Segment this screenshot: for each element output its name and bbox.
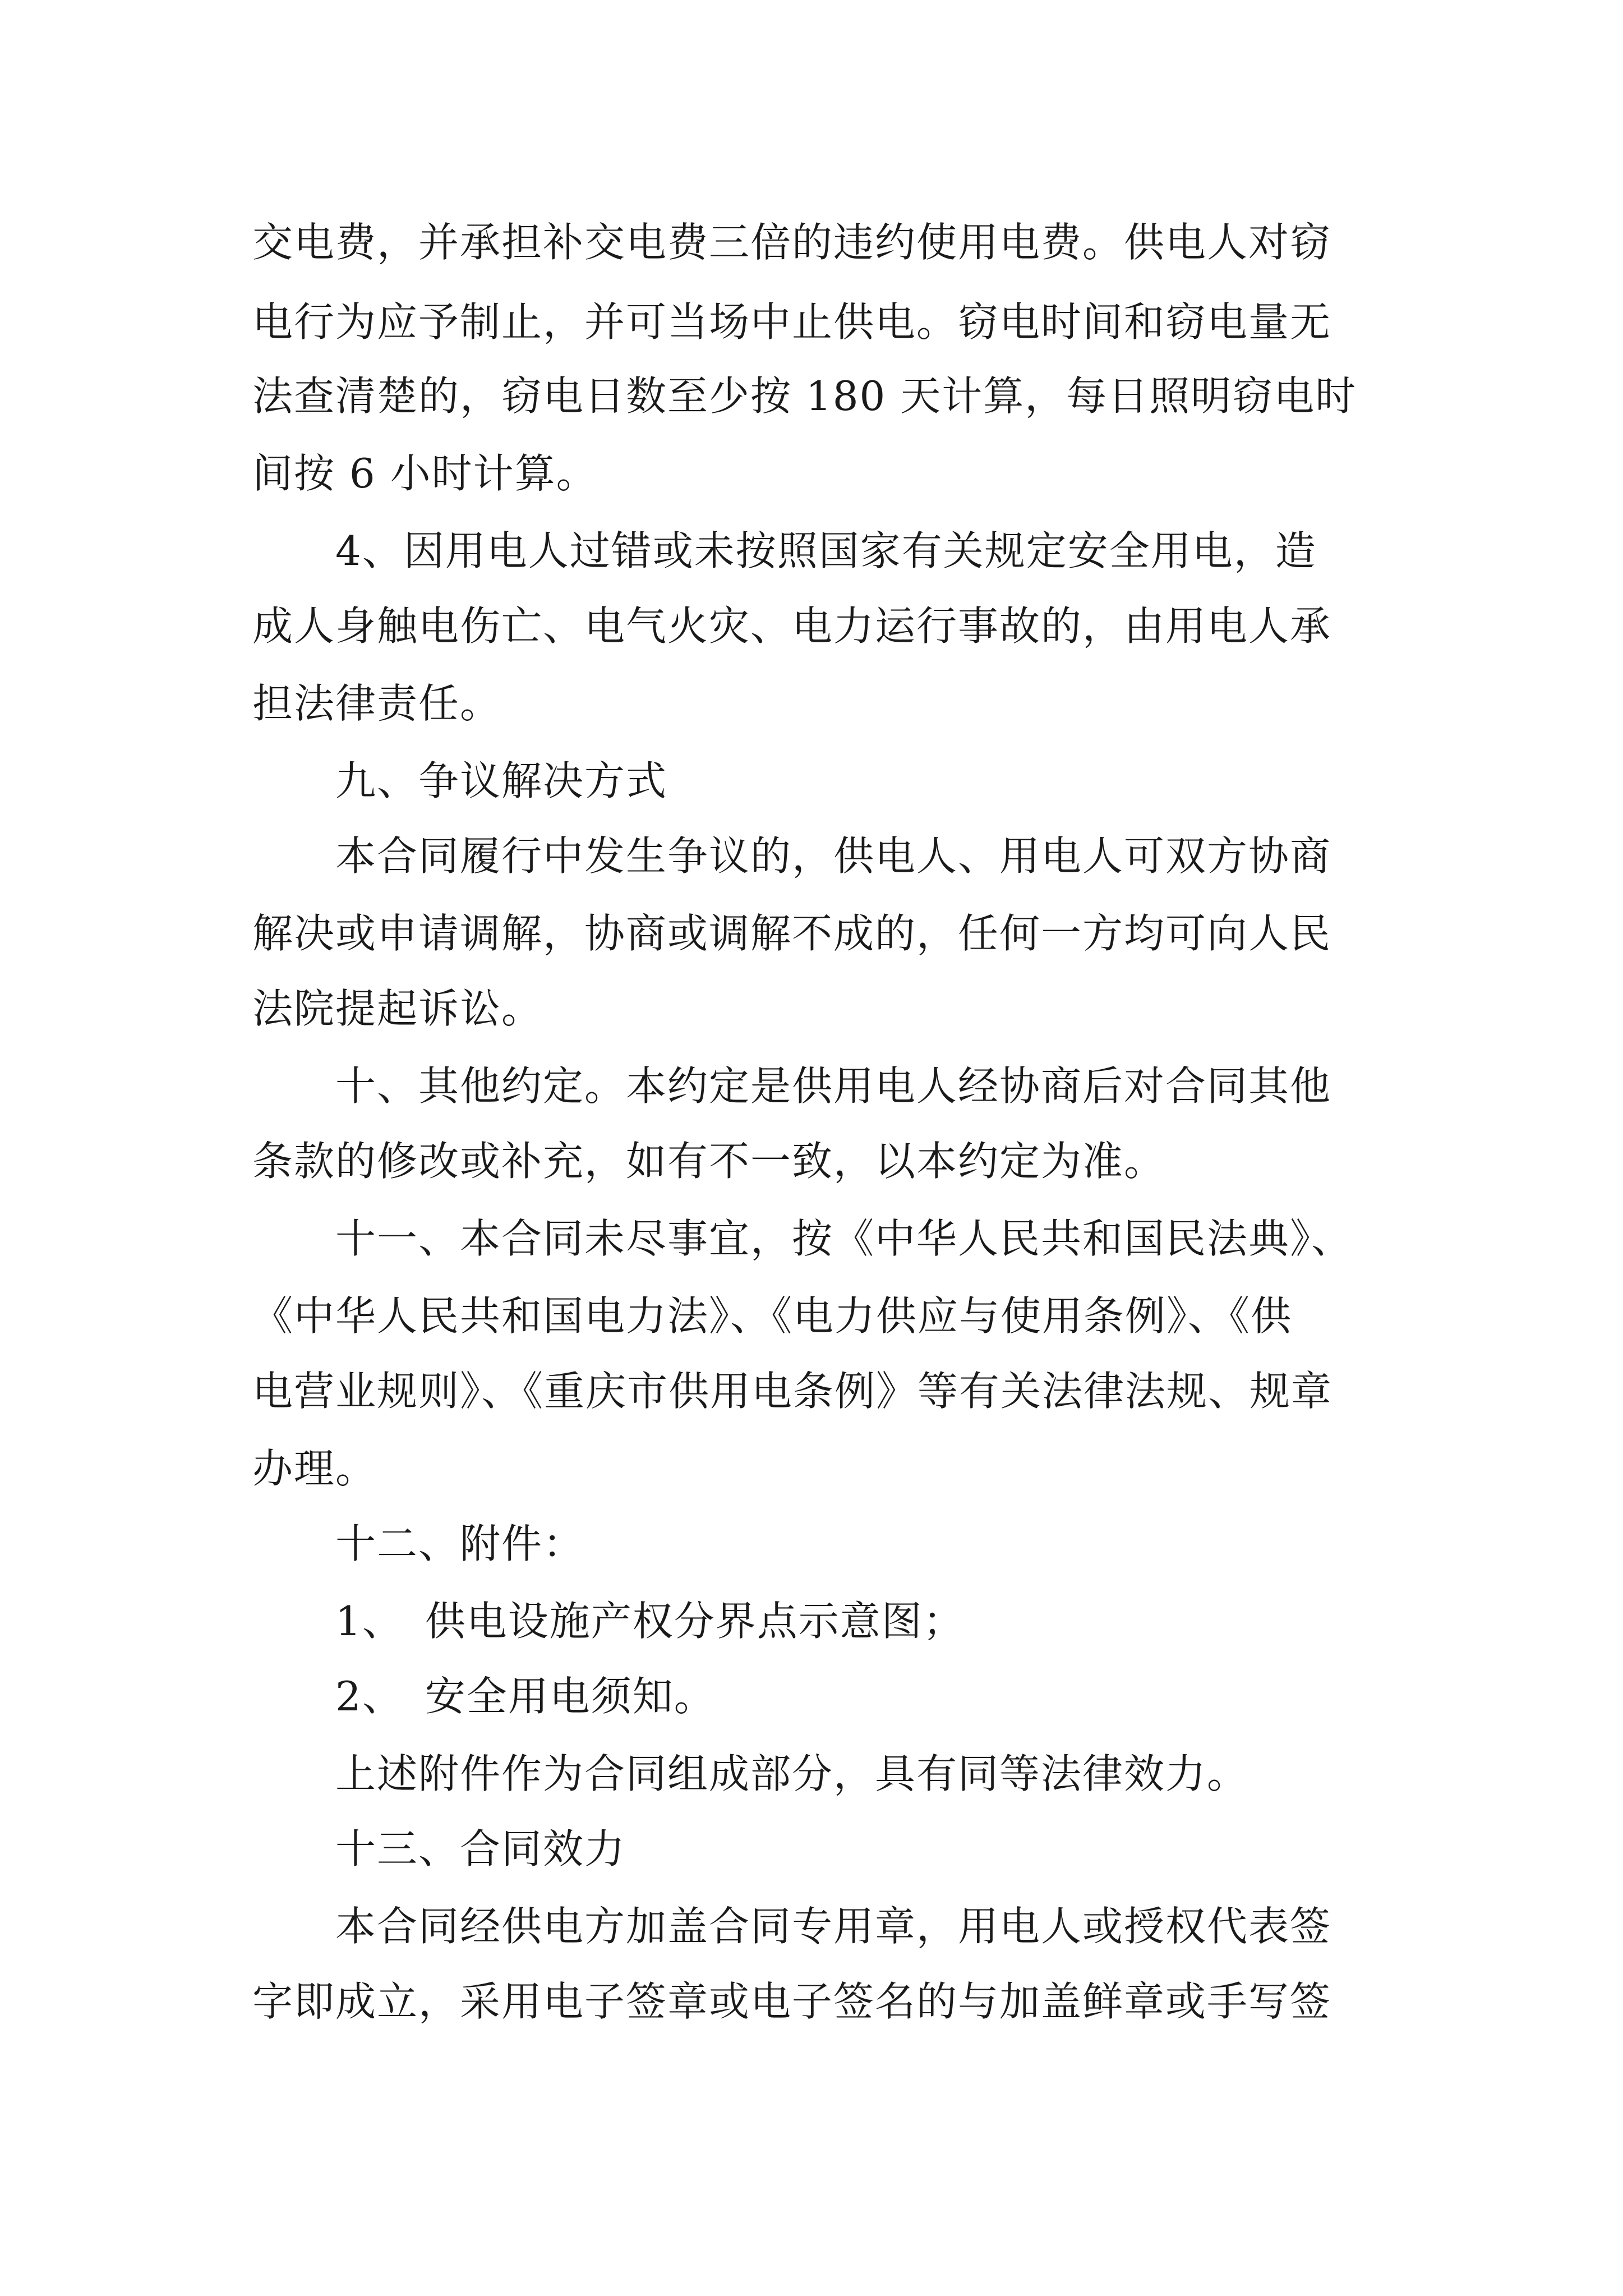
- text-line-5: 4、因用电人过错或未按照国家有关规定安全用电，造: [252, 527, 1317, 574]
- text-line-9: 本合同履行中发生争议的，供电人、用电人可双方协商: [252, 832, 1332, 880]
- text-line-7: 担法律责任。: [252, 680, 502, 727]
- section-heading-13: 十三、合同效力: [252, 1825, 626, 1872]
- text-line-12: 十、其他约定。本约定是供用电人经协商后对合同其他: [252, 1062, 1332, 1110]
- section-heading-9: 九、争议解决方式: [252, 757, 668, 804]
- attachment-item-1: 1、 供电设施产权分界点示意图；: [252, 1598, 965, 1645]
- text-line-17: 办理。: [252, 1445, 377, 1492]
- attachment-item-2: 2、 安全用电须知。: [252, 1673, 716, 1720]
- text-line-2: 电行为应予制止，并可当场中止供电。窃电时间和窃电量无: [252, 298, 1332, 346]
- text-line-11: 法院提起诉讼。: [252, 985, 543, 1032]
- text-line-4: 间按 6 小时计算。: [252, 450, 598, 497]
- text-line-16: 电营业规则》、《重庆市供用电条例》等有关法律法规、规章: [252, 1368, 1333, 1415]
- text-line-3: 法查清楚的，窃电日数至少按 180 天计算，每日照明窃电时: [252, 372, 1357, 420]
- text-line-10: 解决或申请调解，协商或调解不成的，任何一方均可向人民: [252, 910, 1332, 957]
- text-line-1: 交电费，并承担补交电费三倍的违约使用电费。供电人对窃: [252, 219, 1332, 266]
- text-line-14: 十一、本合同未尽事宜，按《中华人民共和国民法典》、: [252, 1215, 1353, 1262]
- section-heading-12: 十二、附件：: [252, 1520, 585, 1567]
- text-line-24: 字即成立，采用电子签章或电子签名的与加盖鲜章或手写签: [252, 1978, 1332, 2025]
- text-line-23: 本合同经供电方加盖合同专用章，用电人或授权代表签: [252, 1903, 1332, 1950]
- text-line-6: 成人身触电伤亡、电气火灾、电力运行事故的，由用电人承: [252, 602, 1332, 650]
- text-line-13: 条款的修改或补充，如有不一致，以本约定为准。: [252, 1138, 1166, 1185]
- text-line-21: 上述附件作为合同组成部分，具有同等法律效力。: [252, 1750, 1249, 1797]
- text-line-15: 《中华人民共和国电力法》、《电力供应与使用条例》、《供: [252, 1292, 1293, 1340]
